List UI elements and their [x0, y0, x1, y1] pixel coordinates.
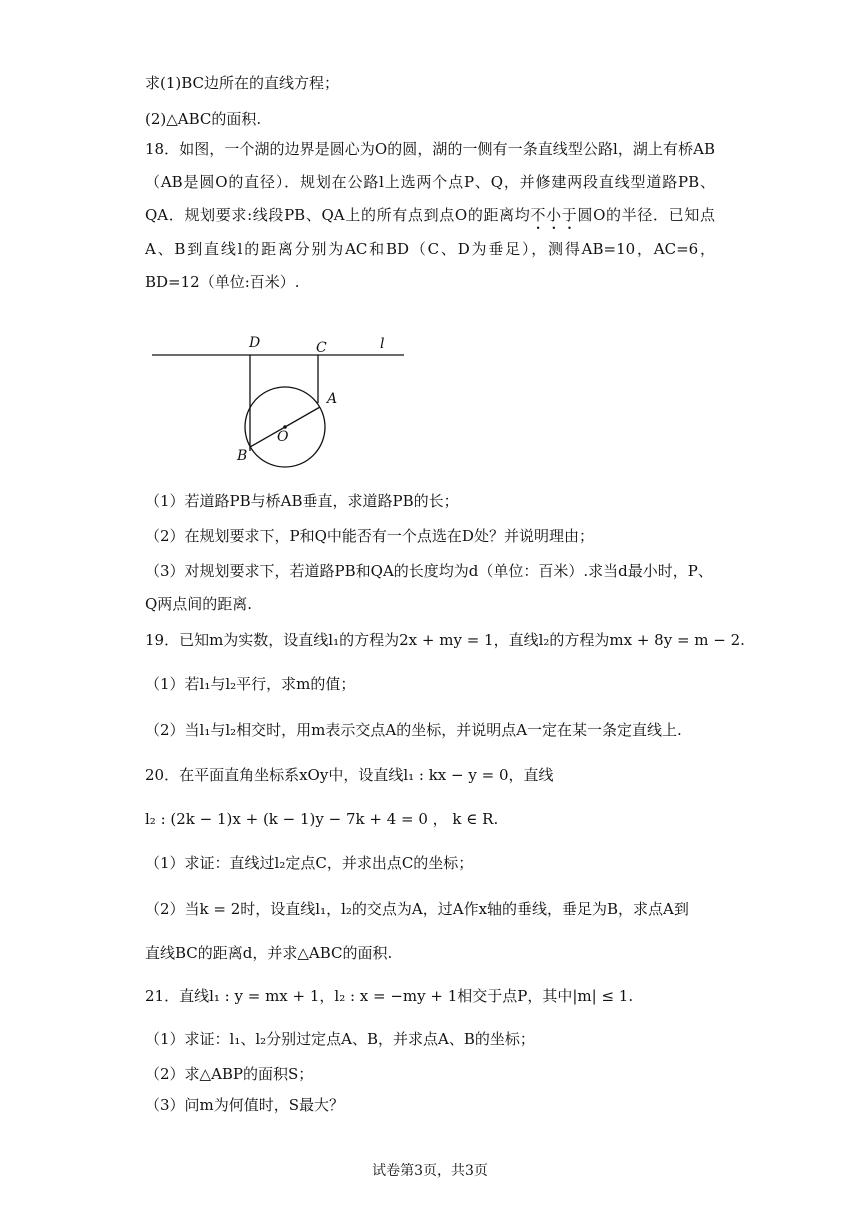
q17-line-2: (2)△ABC的面积. — [145, 110, 262, 128]
q17-line-1: 求(1)BC边所在的直线方程； — [145, 74, 340, 92]
q21-part-1: （1）求证：l₁、l₂分别过定点A、B，并求点A、B的坐标； — [145, 1030, 535, 1048]
label-A: A — [327, 391, 338, 407]
q20-part-2b: 直线BC的距离d，并求△ABC的面积. — [145, 944, 393, 962]
q20-part-1: （1）求证：直线过l₂定点C，并求出点C的坐标； — [145, 854, 474, 872]
label-D: D — [249, 335, 261, 351]
q18-part-1: （1）若道路PB与桥AB垂直，求道路PB的长； — [145, 492, 459, 510]
q20-stem-1: 20．在平面直角坐标系xOy中，设直线l₁ : kx − y = 0，直线 — [145, 766, 554, 784]
q18-part-3b: Q两点间的距离. — [145, 595, 253, 613]
label-l: l — [380, 336, 385, 352]
label-B: B — [237, 448, 248, 464]
q21-stem: 21．直线l₁ : y = mx + 1，l₂ : x = −my + 1相交于点P，其中|m| ≤ 1. — [145, 987, 634, 1005]
q20-stem-2: l₂ : (2k − 1)x + (k − 1)y − 7k + 4 = 0 ， k ∈ R. — [145, 810, 499, 828]
label-C: C — [316, 340, 327, 356]
q18-intro-b: 圆O的半径．已知点A、B到直线l的距离分别为AC和BD（C、D为垂足），测得AB=10，AC=6，BD=12（单位:百米）. — [145, 206, 715, 291]
q20-part-2a: （2）当k = 2时，设直线l₁，l₂的交点为A，过A作x轴的垂线，垂足为B，求点A到 — [145, 900, 689, 918]
lake-road-figure — [148, 328, 418, 468]
label-O: O — [277, 429, 289, 445]
q18-part-2: （2）在规划要求下，P和Q中能否有一个点选在D处？并说明理由； — [145, 527, 594, 545]
q19-part-2: （2）当l₁与l₂相交时，用m表示交点A的坐标，并说明点A一定在某一条定直线上. — [145, 721, 682, 739]
q18-part-3a: （3）对规划要求下，若道路PB和QA的长度均为d（单位：百米）.求当d最小时，P、 — [145, 562, 713, 580]
q19-part-1: （1）若l₁与l₂平行，求m的值； — [145, 675, 356, 693]
q18-intro — [145, 133, 715, 299]
q18-emphasis: 不小于 — [530, 206, 578, 224]
q19-stem: 19．已知m为实数，设直线l₁的方程为2x + my = 1，直线l₂的方程为mx + 8y = m − 2. — [145, 631, 745, 649]
q21-part-2: （2）求△ABP的面积S； — [145, 1065, 314, 1083]
q18-intro-a: 18．如图，一个湖的边界是圆心为O的圆，湖的一侧有一条直线型公路l，湖上有桥AB（AB是圆O的直径）．规划在公路l上选两个点P、Q，并修建两段直线型道路PB、QA．规划要求:线段PB、QA上的所有点到点O的距离均 — [145, 140, 715, 224]
page-footer: 试卷第3页，共3页 — [372, 1163, 488, 1179]
q21-part-3: （3）问m为何值时，S最大？ — [145, 1096, 345, 1114]
